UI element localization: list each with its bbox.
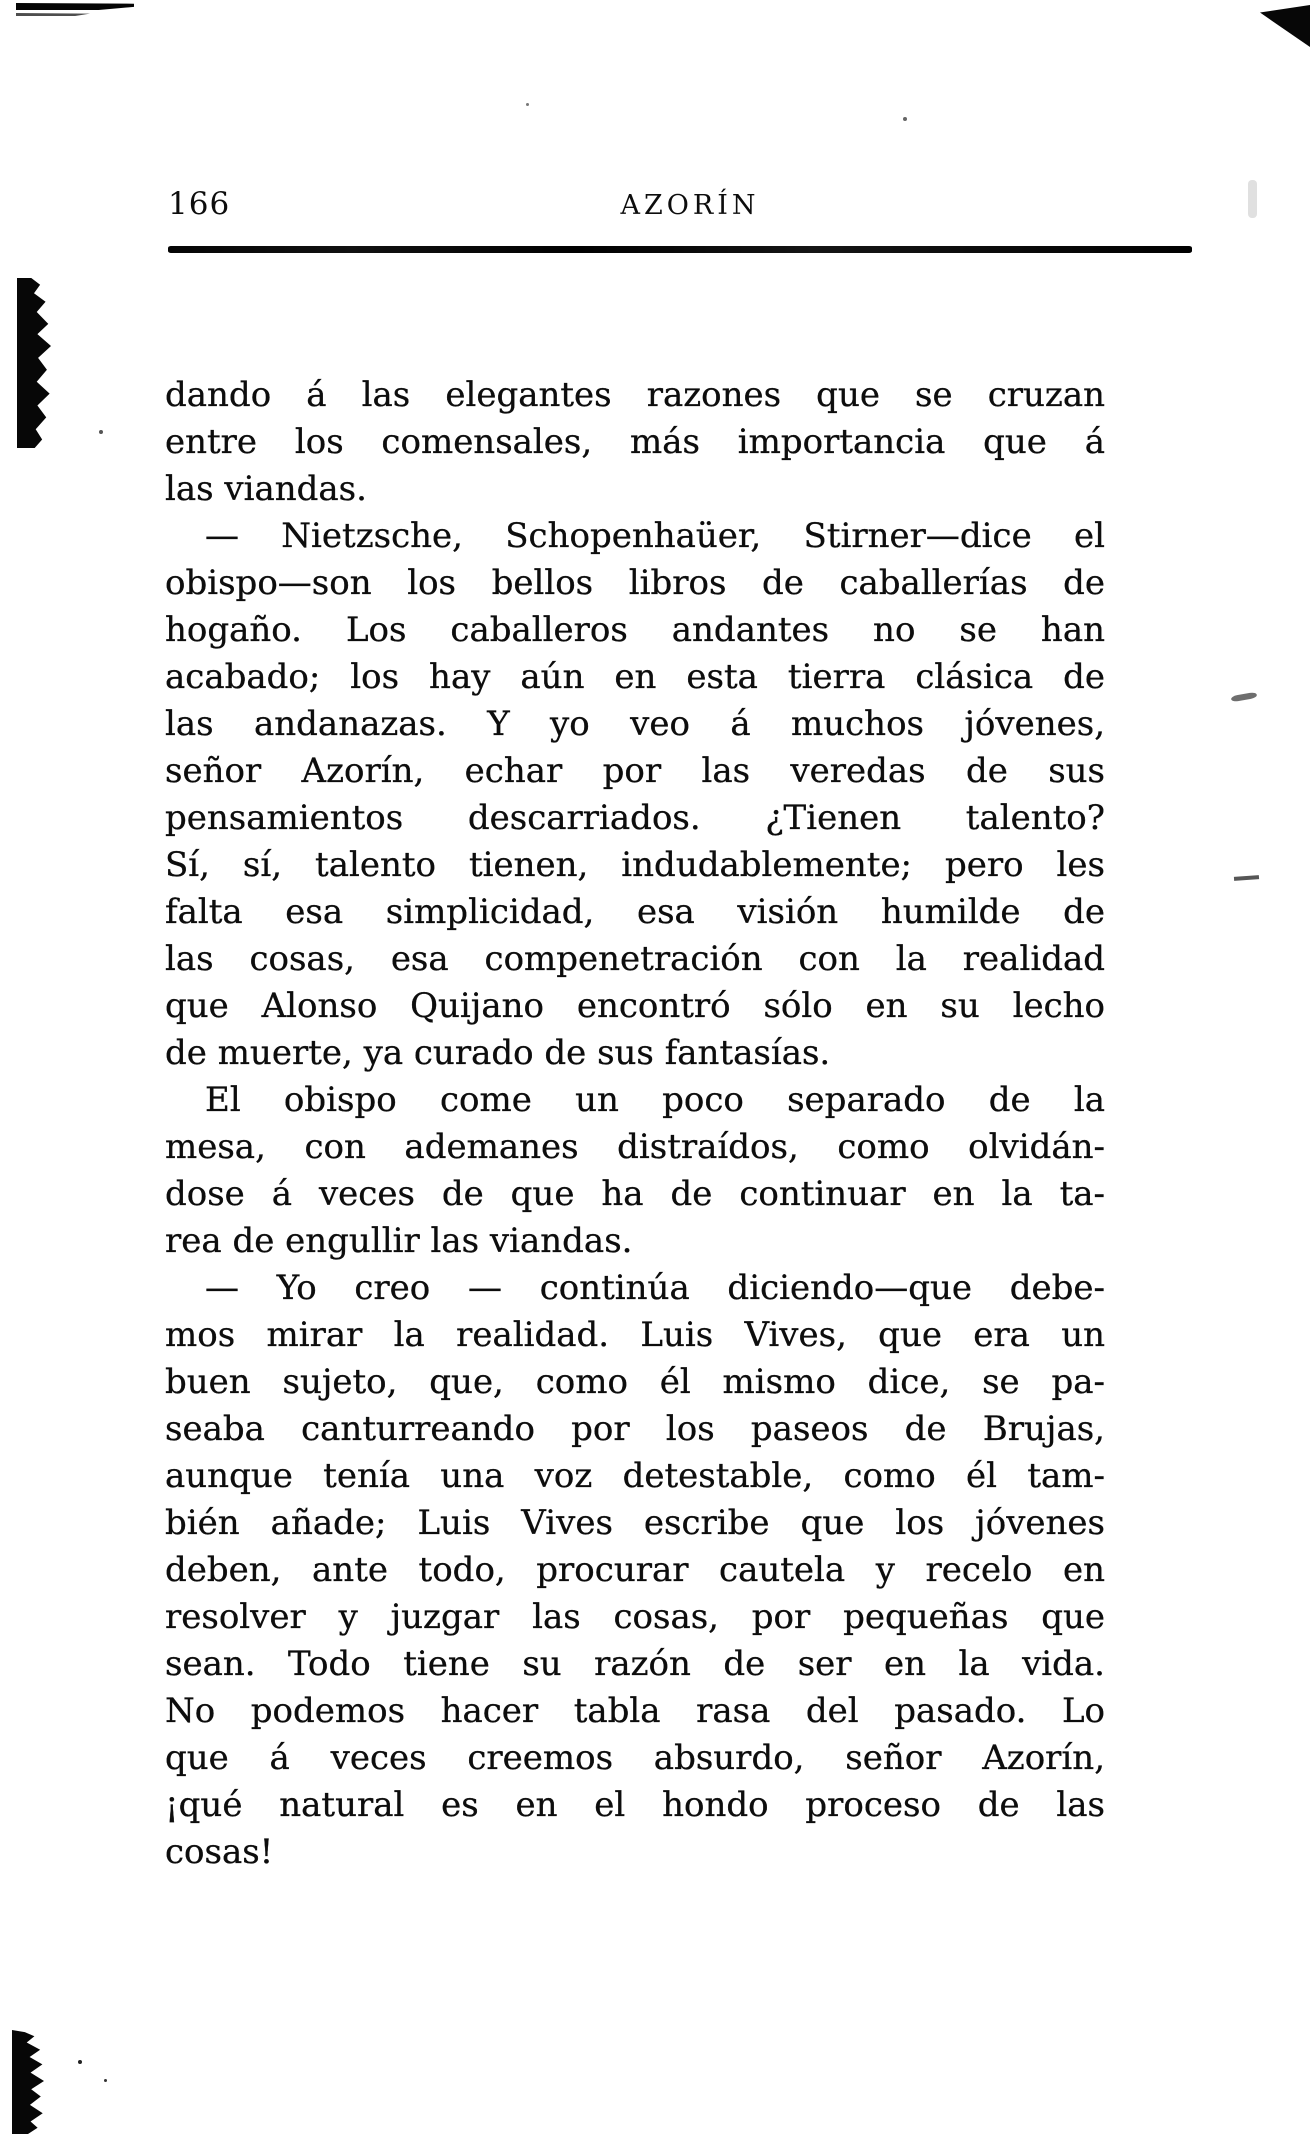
text-line: entre los comensales, más importancia que á [165,422,1105,462]
text-line: acabado; los hay aún en esta tierra clásica de [165,657,1105,697]
text-line: obispo—son los bellos libros de caballerías de [165,563,1105,603]
page-text [165,372,1105,1876]
text-line: mos mirar la realidad. Luis Vives, que era un [165,1315,1105,1355]
text-line: que á veces creemos absurdo, señor Azorín, [165,1738,1105,1778]
text-line: No podemos hacer tabla rasa del pasado. Lo [165,1691,1105,1731]
text-line: ¡qué natural es en el hondo proceso de las [165,1785,1105,1825]
ink-dash-right-margin [1234,875,1259,881]
text-line: hogaño. Los caballeros andantes no se han [165,610,1105,650]
ink-tilde-right-margin [1231,692,1258,702]
text-line: pensamientos descarriados. ¿Tienen talento? [165,798,1105,838]
text-line: — Yo creo — continúa diciendo—que debe- [205,1268,1105,1308]
text-line: falta esa simplicidad, esa visión humilde de [165,892,1105,932]
ink-speck [903,117,907,121]
text-line: bién añade; Luis Vives escribe que los jóvenes [165,1503,1105,1543]
text-line: cosas! [165,1832,274,1872]
text-line: de muerte, ya curado de sus fantasías. [165,1033,831,1073]
ink-speck [99,430,103,434]
text-line: que Alonso Quijano encontró sólo en su lecho [165,986,1105,1026]
ink-speck [526,103,529,106]
text-line: las viandas. [165,469,367,509]
text-line: deben, ante todo, procurar cautela y recelo en [165,1550,1105,1590]
text-line: dando á las elegantes razones que se cruzan [165,375,1105,415]
page-number: 166 [168,186,231,222]
text-line: Sí, sí, talento tienen, indudablemente; pero les [165,845,1105,885]
text-line: — Nietzsche, Schopenhaüer, Stirner—dice el [205,516,1105,556]
ink-wedge-top-right [1260,5,1310,47]
ink-speck [104,2079,107,2082]
text-line: buen sujeto, que, como él mismo dice, se pa- [165,1362,1105,1402]
text-line: las andanazas. Y yo veo á muchos jóvenes, [165,704,1105,744]
text-line: seaba canturreando por los paseos de Brujas, [165,1409,1105,1449]
ink-speck [78,2060,82,2064]
text-line: las cosas, esa compenetración con la realidad [165,939,1105,979]
running-title: AZORÍN [620,190,760,221]
ink-blob-left-margin [17,278,51,448]
text-line: El obispo come un poco separado de la [205,1080,1105,1120]
header-rule [168,246,1192,253]
ink-streak-top-left-thin [16,13,90,16]
text-line: sean. Todo tiene su razón de ser en la vida. [165,1644,1105,1684]
text-line: aunque tenía una voz detestable, como él tam- [165,1456,1105,1496]
text-line: resolver y juzgar las cosas, por pequeñas que [165,1597,1105,1637]
text-line: rea de engullir las viandas. [165,1221,633,1261]
ink-streak-top-left [16,3,134,10]
text-line: mesa, con ademanes distraídos, como olvidán- [165,1127,1105,1167]
ink-smudge-right-header [1248,180,1257,218]
text-line: dose á veces de que ha de continuar en la ta- [165,1174,1105,1214]
text-line: señor Azorín, echar por las veredas de sus [165,751,1105,791]
ink-blob-bottom-left [12,2030,44,2134]
